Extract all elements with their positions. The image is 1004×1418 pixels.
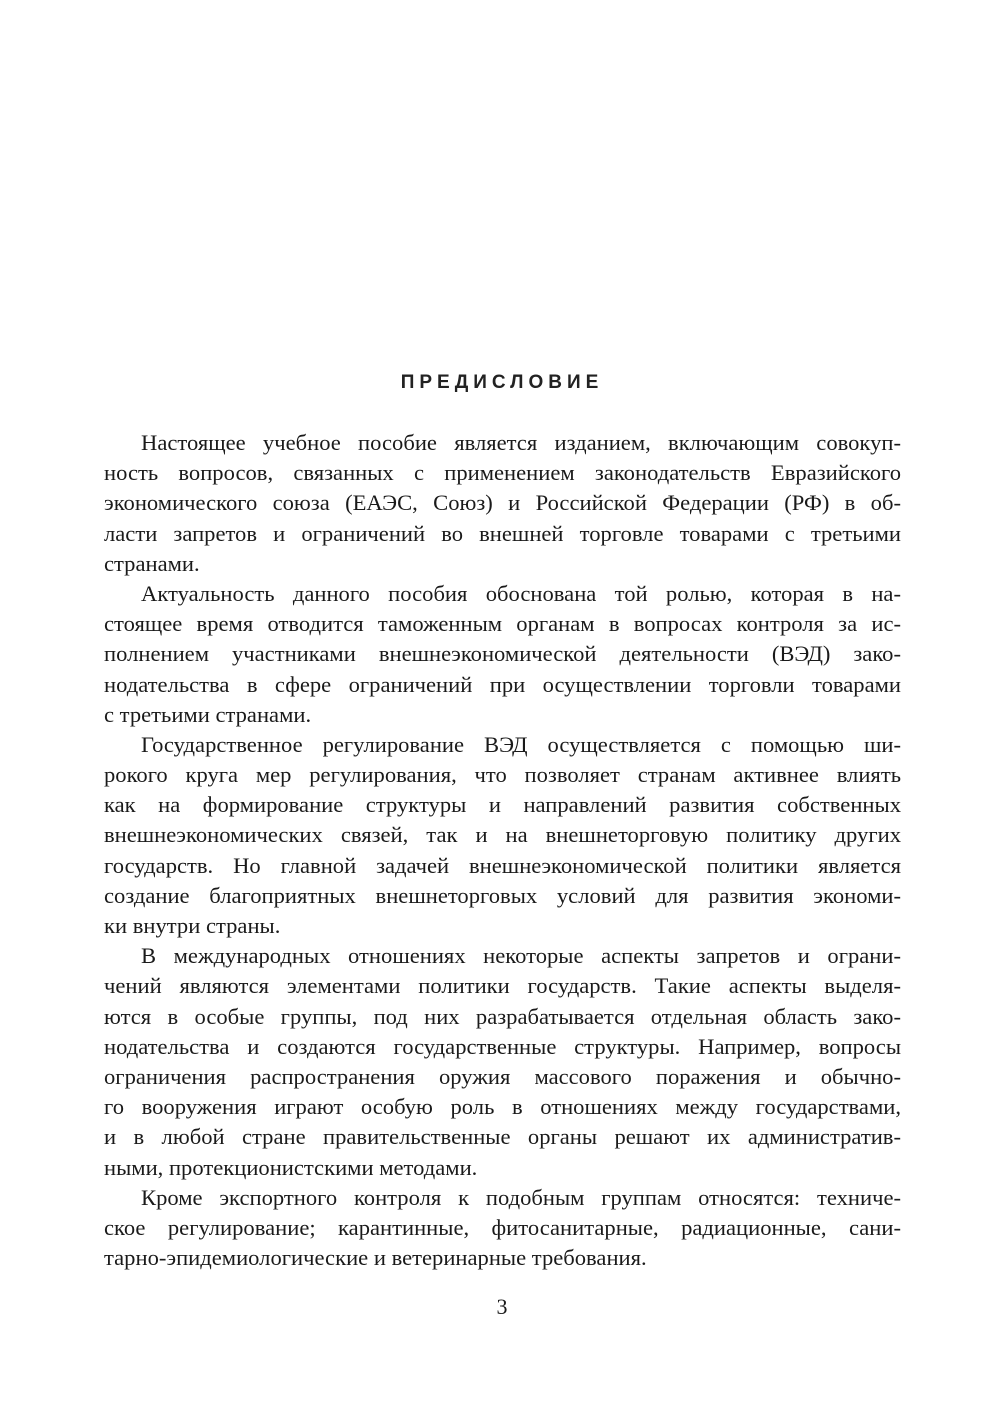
text-line: ными, протекционистскими методами. — [104, 1154, 478, 1180]
text-line: с третьими странами. — [104, 701, 312, 727]
text-line: тарно-эпидемиологические и ветеринарные требования. — [104, 1245, 647, 1271]
text-line: внешнеэкономических связей, так и на внешнеторговую политику других — [104, 822, 901, 848]
preface-body — [104, 428, 901, 1273]
text-line: создание благоприятных внешнеторговых условий для развития экономи- — [104, 882, 901, 908]
text-line: рокого круга мер регулирования, что позволяет странам активнее влиять — [104, 762, 901, 788]
page-number: 3 — [496, 1294, 508, 1319]
text-line: Кроме экспортного контроля к подобным группам относятся: техниче- — [141, 1184, 901, 1210]
text-line: Настоящее учебное пособие является изданием, включающим совокуп- — [141, 430, 901, 455]
text-line: ласти запретов и ограничений во внешней торговле товарами с третьими — [104, 520, 901, 546]
text-line: Государственное регулирование ВЭД осуществляется с помощью ши- — [141, 731, 901, 757]
text-line: го вооружения играют особую роль в отношениях между государствами, — [104, 1094, 901, 1120]
text-line: Актуальность данного пособия обоснована той ролью, которая в на- — [141, 580, 901, 606]
text-line: нодательства и создаются государственные структуры. Например, вопросы — [104, 1033, 901, 1059]
page-title: ПРЕДИСЛОВИЕ — [400, 372, 604, 393]
text-line: государств. Но главной задачей внешнеэкономической политики является — [104, 852, 901, 878]
text-line: ются в особые группы, под них разрабатывается отдельная область зако- — [104, 1003, 901, 1029]
text-line: как на формирование структуры и направлений развития собственных — [104, 792, 901, 818]
text-line: ограничения распространения оружия массового поражения и обычно- — [104, 1063, 901, 1089]
text-line: стоящее время отводится таможенным органам в вопросах контроля за ис- — [104, 611, 901, 637]
text-line: ки внутри страны. — [104, 913, 281, 938]
paragraph — [104, 730, 901, 941]
paragraph — [104, 941, 901, 1183]
paragraph — [104, 428, 901, 579]
text-line: странами. — [104, 550, 200, 576]
text-line: ность вопросов, связанных с применением законодательств Евразийского — [104, 460, 901, 486]
text-line: нодательства в сфере ограничений при осуществлении торговли товарами — [104, 671, 901, 697]
text-line: В международных отношениях некоторые аспекты запретов и ограни- — [141, 943, 901, 969]
text-line: чений являются элементами политики государств. Такие аспекты выделя- — [104, 973, 901, 999]
text-line: ское регулирование; карантинные, фитосанитарные, радиационные, сани- — [104, 1214, 901, 1240]
paragraph — [104, 1183, 901, 1274]
text-line: и в любой стране правительственные органы решают их административ- — [104, 1124, 901, 1150]
text-line: экономического союза (ЕАЭС, Союз) и Российской Федерации (РФ) в об- — [104, 490, 901, 516]
text-line: полнением участниками внешнеэкономической деятельности (ВЭД) зако- — [104, 641, 901, 667]
paragraph — [104, 579, 901, 730]
